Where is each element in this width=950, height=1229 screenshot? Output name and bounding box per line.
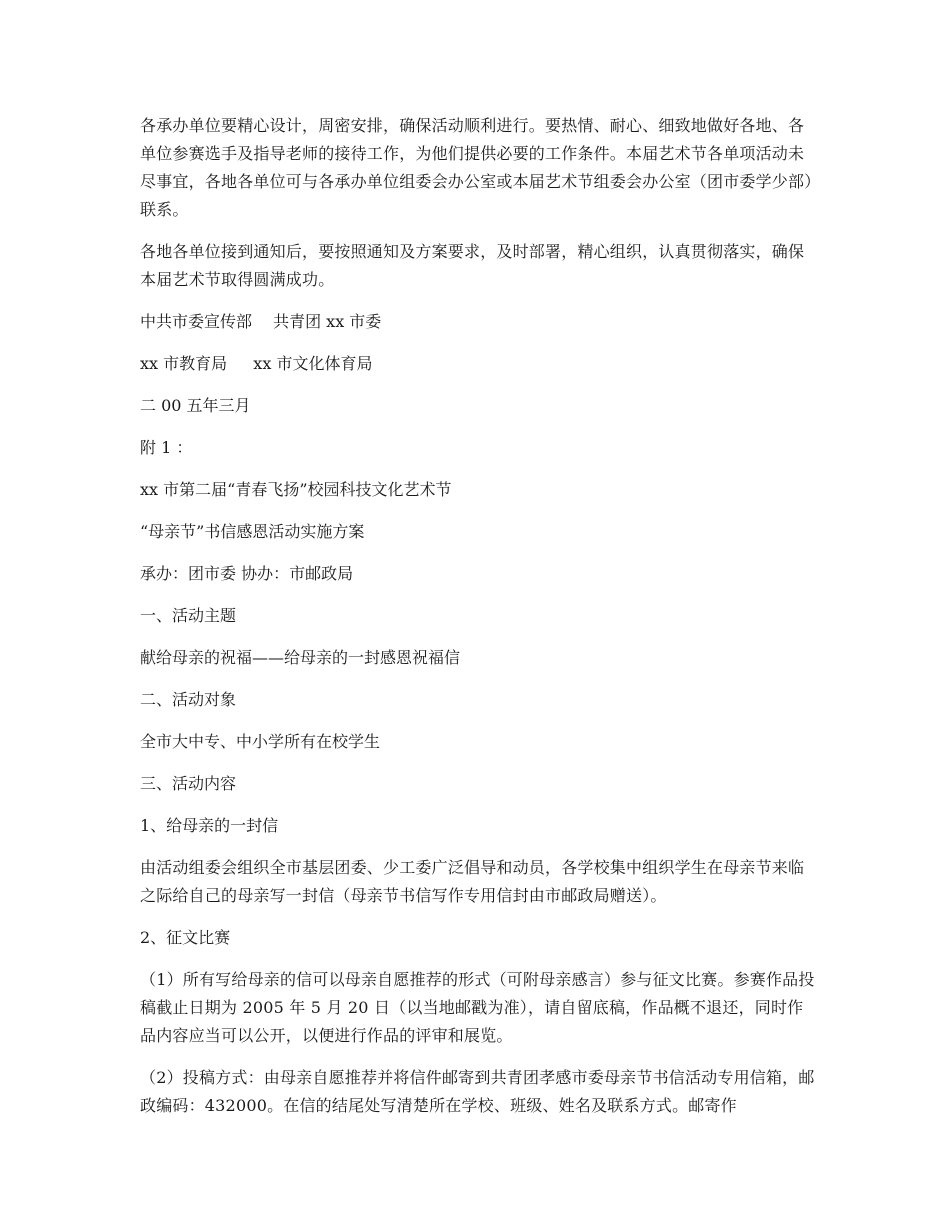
appendix-label: 附 1 ：	[140, 438, 193, 457]
appendix-title-line-2: “母亲节”书信感恩活动实施方案	[140, 522, 365, 541]
document-body	[140, 112, 815, 1134]
paragraph-organizer-instructions: 各承办单位要精心设计，周密安排，确保活动顺利进行。要热情、耐心、细致地做好各地、各单位参赛选手及指导老师的接待工作，为他们提供必要的工作条件。本届艺术节各单项活动未尽事宜，各地各单位可与各承办单位组委会办公室或本届艺术节组委会办公室（团市委学少部）联系。	[140, 116, 813, 219]
paragraph-letter-details: 由活动组委会组织全市基层团委、少工委广泛倡导和动员，各学校集中组织学生在母亲节来临之际给自己的母亲写一封信（母亲节书信写作专用信封由市邮政局赠送）。	[140, 858, 805, 905]
section-heading-audience: 二、活动对象	[140, 690, 237, 709]
theme-text: 献给母亲的祝福——给母亲的一封感恩祝福信	[140, 648, 461, 667]
signatory-line-1: 中共市委宣传部 共青团 xx 市委	[140, 312, 382, 331]
section-heading-theme: 一、活动主题	[140, 606, 237, 625]
signatory-line-2: xx 市教育局 xx 市文化体育局	[140, 354, 373, 373]
audience-text: 全市大中专、中小学所有在校学生	[140, 732, 381, 751]
section-heading-content: 三、活动内容	[140, 774, 237, 793]
paragraph-contest-rule-2: （2）投稿方式：由母亲自愿推荐并将信件邮寄到共青团孝感市委母亲节书信活动专用信箱，邮政编码：432000。在信的结尾处写清楚所在学校、班级、姓名及联系方式。邮寄作	[140, 1068, 815, 1115]
organizer-line: 承办：团市委 协办：市邮政局	[140, 564, 354, 583]
subheading-letter-to-mother: 1、给母亲的一封信	[140, 816, 279, 835]
paragraph-contest-rule-1: （1）所有写给母亲的信可以母亲自愿推荐的形式（可附母亲感言）参与征文比赛。参赛作品投稿截止日期为 2005 年 5 月 20 日（以当地邮戳为准），请自留底稿，作品概不退还，同时作品内容应当可以公开，以便进行作品的评审和展览。	[140, 970, 815, 1045]
appendix-title-line-1: xx 市第二届“青春飞扬”校园科技文化艺术节	[140, 480, 452, 499]
paragraph-implementation-notice: 各地各单位接到通知后，要按照通知及方案要求，及时部署，精心组织，认真贯彻落实，确保本届艺术节取得圆满成功。	[140, 242, 805, 289]
subheading-essay-contest: 2、征文比赛	[140, 928, 231, 947]
document-date: 二 00 五年三月	[140, 396, 251, 415]
